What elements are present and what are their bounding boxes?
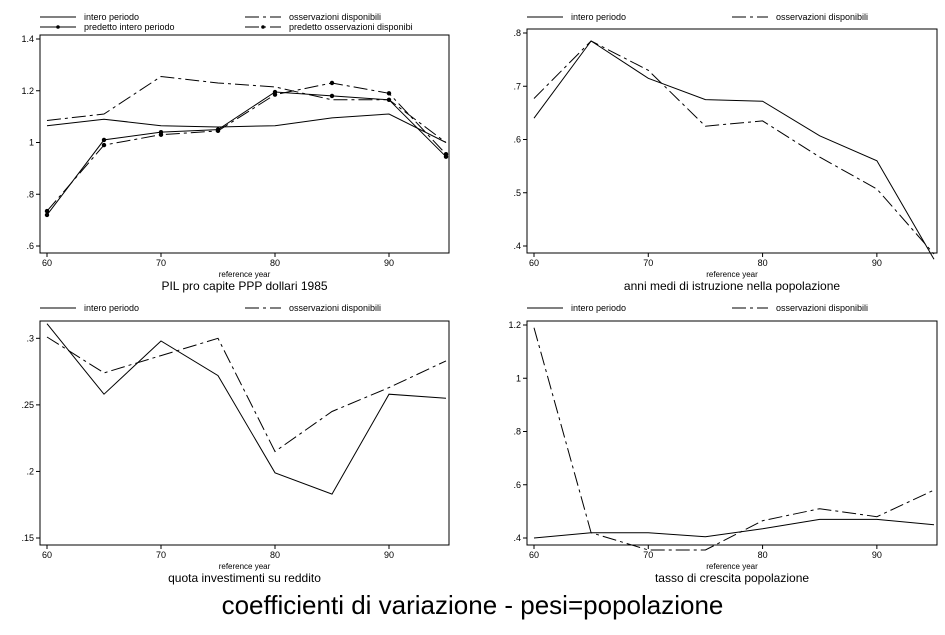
y-tick-label: 1 xyxy=(28,137,34,148)
y-tick-label: 1.2 xyxy=(508,320,521,330)
x-tick-label: 90 xyxy=(871,550,882,560)
chart-panel-4 xyxy=(508,303,937,585)
x-axis-label: reference year xyxy=(218,562,271,571)
legend-marker xyxy=(261,25,265,29)
x-tick-label: 90 xyxy=(383,550,395,560)
y-tick-label: .4 xyxy=(513,533,521,543)
y-tick-label: .6 xyxy=(513,134,521,145)
y-tick-label: .25 xyxy=(21,399,34,410)
data-point xyxy=(102,143,106,147)
plot-frame xyxy=(527,321,937,545)
data-point xyxy=(330,94,334,98)
page-title: coefficienti di variazione - pesi=popolazione xyxy=(221,590,724,620)
y-tick-label: 1.4 xyxy=(21,34,34,44)
plot-frame xyxy=(40,321,449,545)
chart-panel-1 xyxy=(21,12,449,293)
x-axis-label: reference year xyxy=(706,270,758,279)
legend-label: predetto intero periodo xyxy=(84,22,175,32)
series-line xyxy=(47,114,446,143)
series-line xyxy=(47,92,446,215)
chart-panel-2 xyxy=(513,12,937,293)
data-point xyxy=(387,91,391,95)
x-tick-label: 60 xyxy=(41,258,53,268)
x-axis-label: reference year xyxy=(218,270,271,279)
x-tick-label: 60 xyxy=(528,258,540,268)
legend-marker xyxy=(56,25,60,29)
data-point xyxy=(387,98,391,102)
x-tick-label: 80 xyxy=(269,258,281,268)
data-point xyxy=(45,209,49,213)
legend-label: osservazioni disponibili xyxy=(776,12,869,22)
series-line xyxy=(47,77,446,143)
legend-label: intero periodo xyxy=(571,303,627,313)
chart-title: quota investimenti su reddito xyxy=(168,571,321,585)
legend-label: intero periodo xyxy=(571,12,627,22)
y-tick-label: .15 xyxy=(21,533,34,543)
y-tick-label: .8 xyxy=(513,28,521,38)
y-tick-label: .7 xyxy=(513,81,521,92)
x-tick-label: 80 xyxy=(269,550,281,560)
legend-label: intero periodo xyxy=(84,12,140,22)
plot-frame xyxy=(527,29,937,253)
data-point xyxy=(45,213,49,217)
x-tick-label: 90 xyxy=(871,258,882,268)
data-point xyxy=(102,138,106,142)
series-line xyxy=(534,328,934,550)
chart-panel-3 xyxy=(21,303,449,585)
data-point xyxy=(444,152,448,156)
x-tick-label: 70 xyxy=(155,258,167,268)
series-line xyxy=(47,324,446,494)
y-tick-label: .6 xyxy=(26,241,34,251)
y-tick-label: 1.2 xyxy=(21,85,34,96)
y-tick-label: .8 xyxy=(26,189,34,200)
series-line xyxy=(47,83,446,211)
data-point xyxy=(330,81,334,85)
y-tick-label: .2 xyxy=(26,466,34,477)
chart-title: tasso di crescita popolazione xyxy=(654,571,810,585)
y-tick-label: .3 xyxy=(26,333,34,344)
y-tick-label: .6 xyxy=(513,479,521,490)
legend-label: osservazioni disponibili xyxy=(289,303,382,313)
series-line xyxy=(534,41,934,254)
legend-label: intero periodo xyxy=(84,303,140,313)
series-line xyxy=(534,41,934,259)
y-tick-label: .5 xyxy=(513,187,521,198)
chart-title: anni medi di istruzione nella popolazione xyxy=(623,279,841,293)
legend-label: osservazioni disponibili xyxy=(289,12,382,22)
data-point xyxy=(216,129,220,133)
series-line xyxy=(47,337,446,452)
x-axis-label: reference year xyxy=(706,562,758,571)
data-point xyxy=(273,92,277,96)
legend-label: osservazioni disponibili xyxy=(776,303,869,313)
legend-label: predetto osservazioni disponibi xyxy=(289,22,413,32)
y-tick-label: .8 xyxy=(513,426,521,437)
data-point xyxy=(159,133,163,137)
x-tick-label: 80 xyxy=(757,258,768,268)
x-tick-label: 60 xyxy=(528,550,540,560)
x-tick-label: 90 xyxy=(383,258,395,268)
y-tick-label: 1 xyxy=(515,373,521,384)
y-tick-label: .4 xyxy=(513,241,521,251)
x-tick-label: 70 xyxy=(643,550,654,560)
x-tick-label: 70 xyxy=(155,550,167,560)
x-tick-label: 70 xyxy=(643,258,654,268)
x-tick-label: 60 xyxy=(41,550,53,560)
x-tick-label: 80 xyxy=(757,550,768,560)
chart-title: PIL pro capite PPP dollari 1985 xyxy=(161,279,328,293)
